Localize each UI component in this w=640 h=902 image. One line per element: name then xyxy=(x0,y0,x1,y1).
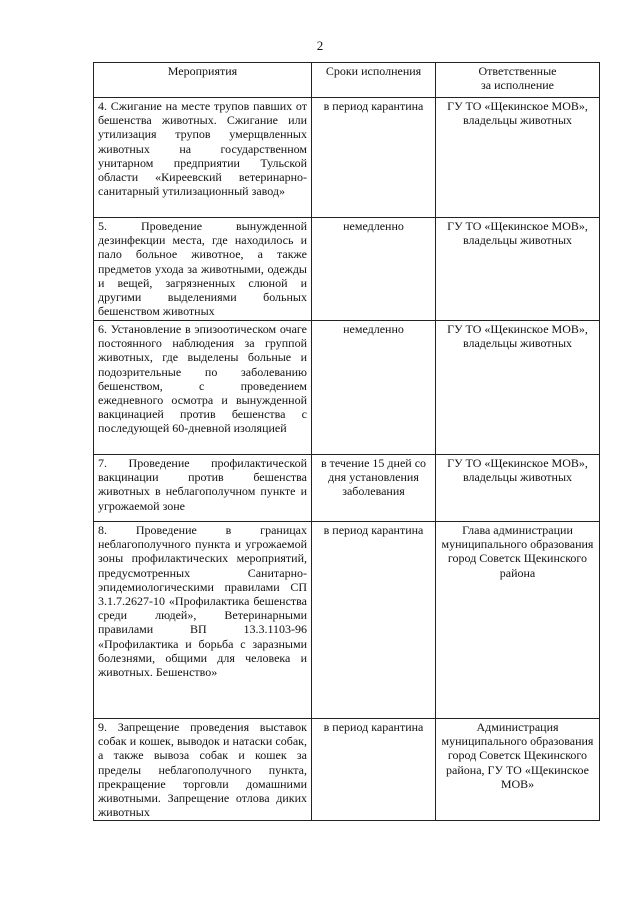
deadline-cell: в период карантина xyxy=(312,98,436,218)
responsible-cell: ГУ ТО «Щекинское МОВ», владельцы животных xyxy=(436,321,600,455)
table-row xyxy=(94,218,600,321)
table-row xyxy=(94,455,600,522)
table-row xyxy=(94,321,600,455)
table-header-row xyxy=(94,63,600,98)
table-row xyxy=(94,522,600,719)
activity-cell: 5. Проведение вынужденной дезинфекции места, где находилось и пало больное животное, а также предметов ухода за животными, одежды и вещей, загрязненных слюной и другими выделениями больных бешенством животных xyxy=(94,218,312,321)
page-number: 2 xyxy=(316,38,324,53)
activity-cell: 6. Установление в эпизоотическом очаге постоянного наблюдения за группой животных, где выделены больные и подозрительные по заболеванию бешенством, с проведением ежедневного осмотра и вынужденной вакцинацией против бешенства с последующей 60-дневной изоляцией xyxy=(94,321,312,455)
activity-cell: 9. Запрещение проведения выставок собак и кошек, выводок и натаски собак, а также вывоза собак и кошек за пределы неблагополучного пункта, прекращение торговли домашними животными. Запрещение отлова диких животных xyxy=(94,719,312,821)
header-responsible-text: Ответственные за исполнение xyxy=(478,64,557,93)
table-row xyxy=(94,98,600,218)
responsible-cell: Администрация муниципального образования город Советск Щекинского района, ГУ ТО «Щекинское МОВ» xyxy=(436,719,600,821)
header-deadline: Сроки исполнения xyxy=(312,63,436,98)
responsible-cell: ГУ ТО «Щекинское МОВ», владельцы животных xyxy=(436,98,600,218)
responsible-cell: ГУ ТО «Щекинское МОВ», владельцы животных xyxy=(436,455,600,522)
table-row xyxy=(94,719,600,821)
deadline-cell: немедленно xyxy=(312,218,436,321)
measures-table xyxy=(93,62,600,821)
responsible-cell: ГУ ТО «Щекинское МОВ», владельцы животных xyxy=(436,218,600,321)
header-activity: Мероприятия xyxy=(94,63,312,98)
deadline-cell: в период карантина xyxy=(312,522,436,719)
responsible-cell: Глава администрации муниципального образования город Советск Щекинского района xyxy=(436,522,600,719)
deadline-cell: в период карантина xyxy=(312,719,436,821)
activity-cell: 7. Проведение профилактической вакцинации против бешенства животных в неблагополучном пункте и угрожаемой зоне xyxy=(94,455,312,522)
activity-cell: 4. Сжигание на месте трупов павших от бешенства животных. Сжигание или утилизация трупов умерщвленных животных на государственном унитарном предприятии Тульской области «Киреевский ветеринарно-санитарный утилизационный завод» xyxy=(94,98,312,218)
deadline-cell: немедленно xyxy=(312,321,436,455)
header-responsible xyxy=(436,63,600,98)
activity-cell: 8. Проведение в границах неблагополучного пункта и угрожаемой зоны профилактических мероприятий, предусмотренных Санитарно-эпидемиологическими правилами СП 3.1.7.2627-10 «Профилактика бешенства среди людей», Ветеринарными правилами ВП 13.3.1103-96 «Профилактика и борьба с заразными болезнями, общими для человека и животных. Бешенство» xyxy=(94,522,312,719)
deadline-cell: в течение 15 дней со дня установления заболевания xyxy=(312,455,436,522)
